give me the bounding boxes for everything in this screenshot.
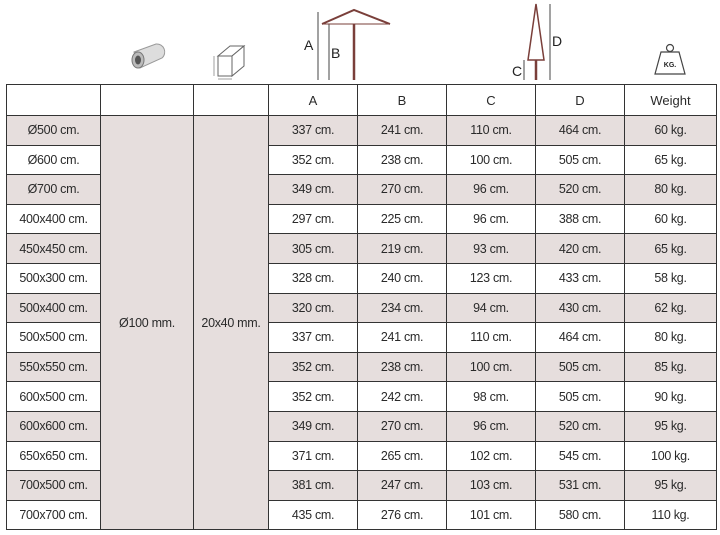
weight-cell: 58 kg. bbox=[625, 263, 717, 293]
size-cell: 500x400 cm. bbox=[7, 293, 101, 323]
size-cell: 500x300 cm. bbox=[7, 263, 101, 293]
dimension-d-cell: 545 cm. bbox=[536, 441, 625, 471]
weight-cell: 60 kg. bbox=[625, 204, 717, 234]
weight-cell: 80 kg. bbox=[625, 323, 717, 353]
header-cell-d: D bbox=[536, 85, 625, 116]
dimension-b-cell: 247 cm. bbox=[358, 471, 447, 501]
weight-cell: 60 kg. bbox=[625, 116, 717, 146]
dimension-a-cell: 337 cm. bbox=[269, 323, 358, 353]
dimension-d-cell: 430 cm. bbox=[536, 293, 625, 323]
dimension-a-cell: 349 cm. bbox=[269, 411, 358, 441]
dimension-c-cell: 96 cm. bbox=[447, 204, 536, 234]
size-cell: 450x450 cm. bbox=[7, 234, 101, 264]
weight-cell: 100 kg. bbox=[625, 441, 717, 471]
label-c: C bbox=[512, 63, 523, 79]
dimension-a-cell: 349 cm. bbox=[269, 175, 358, 205]
size-cell: Ø600 cm. bbox=[7, 145, 101, 175]
header-cell-b: B bbox=[358, 85, 447, 116]
dimension-c-cell: 98 cm. bbox=[447, 382, 536, 412]
dimension-c-cell: 100 cm. bbox=[447, 145, 536, 175]
header-cell-profile bbox=[194, 85, 269, 116]
size-cell: Ø700 cm. bbox=[7, 175, 101, 205]
dimension-a-cell: 352 cm. bbox=[269, 352, 358, 382]
dimension-b-cell: 265 cm. bbox=[358, 441, 447, 471]
dimension-b-cell: 276 cm. bbox=[358, 500, 447, 530]
dimension-b-cell: 242 cm. bbox=[358, 382, 447, 412]
header-cell-weight: Weight bbox=[625, 85, 717, 116]
weight-cell: 95 kg. bbox=[625, 471, 717, 501]
dimension-d-cell: 464 cm. bbox=[536, 116, 625, 146]
dimension-c-cell: 110 cm. bbox=[447, 323, 536, 353]
dimension-d-cell: 580 cm. bbox=[536, 500, 625, 530]
dimension-b-cell: 241 cm. bbox=[358, 323, 447, 353]
label-b: B bbox=[331, 45, 341, 61]
profile-size-cell: 20x40 mm. bbox=[194, 116, 269, 530]
size-cell: 700x700 cm. bbox=[7, 500, 101, 530]
dimension-c-cell: 103 cm. bbox=[447, 471, 536, 501]
dimension-c-cell: 102 cm. bbox=[447, 441, 536, 471]
dimension-c-cell: 93 cm. bbox=[447, 234, 536, 264]
size-cell: 550x550 cm. bbox=[7, 352, 101, 382]
weight-cell: 90 kg. bbox=[625, 382, 717, 412]
label-a: A bbox=[304, 37, 314, 53]
weight-icon-label: KG. bbox=[663, 62, 677, 69]
dimension-a-cell: 371 cm. bbox=[269, 441, 358, 471]
dimension-a-cell: 305 cm. bbox=[269, 234, 358, 264]
dimension-a-cell: 352 cm. bbox=[269, 382, 358, 412]
dimension-a-cell: 352 cm. bbox=[269, 145, 358, 175]
dimension-b-cell: 219 cm. bbox=[358, 234, 447, 264]
label-d: D bbox=[552, 33, 563, 49]
size-cell: 700x500 cm. bbox=[7, 471, 101, 501]
dimension-d-cell: 520 cm. bbox=[536, 411, 625, 441]
dimension-d-cell: 505 cm. bbox=[536, 352, 625, 382]
dimension-b-cell: 270 cm. bbox=[358, 411, 447, 441]
dimension-a-cell: 328 cm. bbox=[269, 263, 358, 293]
dimension-c-cell: 123 cm. bbox=[447, 263, 536, 293]
dimension-d-cell: 388 cm. bbox=[536, 204, 625, 234]
size-cell: Ø500 cm. bbox=[7, 116, 101, 146]
closed-umbrella-dimensions-cd-icon bbox=[508, 2, 568, 82]
pole-cross-section-icon bbox=[128, 42, 168, 78]
dimension-c-cell: 96 cm. bbox=[447, 411, 536, 441]
dimension-c-cell: 96 cm. bbox=[447, 175, 536, 205]
dimension-b-cell: 234 cm. bbox=[358, 293, 447, 323]
weight-cell: 62 kg. bbox=[625, 293, 717, 323]
weight-cell: 95 kg. bbox=[625, 411, 717, 441]
size-cell: 650x650 cm. bbox=[7, 441, 101, 471]
header-cell-c: C bbox=[447, 85, 536, 116]
dimension-a-cell: 435 cm. bbox=[269, 500, 358, 530]
dimension-b-cell: 240 cm. bbox=[358, 263, 447, 293]
size-cell: 400x400 cm. bbox=[7, 204, 101, 234]
dimension-a-cell: 320 cm. bbox=[269, 293, 358, 323]
specifications-table bbox=[6, 84, 717, 530]
weight-cell: 85 kg. bbox=[625, 352, 717, 382]
dimension-c-cell: 110 cm. bbox=[447, 116, 536, 146]
dimension-a-cell: 337 cm. bbox=[269, 116, 358, 146]
header-cell-size bbox=[7, 85, 101, 116]
dimension-d-cell: 464 cm. bbox=[536, 323, 625, 353]
dimension-d-cell: 505 cm. bbox=[536, 145, 625, 175]
dimension-c-cell: 101 cm. bbox=[447, 500, 536, 530]
dimension-d-cell: 505 cm. bbox=[536, 382, 625, 412]
dimension-b-cell: 238 cm. bbox=[358, 352, 447, 382]
weight-icon bbox=[652, 42, 688, 78]
dimension-b-cell: 241 cm. bbox=[358, 116, 447, 146]
dimension-a-cell: 297 cm. bbox=[269, 204, 358, 234]
weight-cell: 65 kg. bbox=[625, 145, 717, 175]
dimension-d-cell: 420 cm. bbox=[536, 234, 625, 264]
weight-cell: 110 kg. bbox=[625, 500, 717, 530]
header-row bbox=[7, 85, 717, 116]
weight-cell: 65 kg. bbox=[625, 234, 717, 264]
dimension-d-cell: 433 cm. bbox=[536, 263, 625, 293]
dimension-d-cell: 520 cm. bbox=[536, 175, 625, 205]
header-cell-pole bbox=[101, 85, 194, 116]
dimension-b-cell: 270 cm. bbox=[358, 175, 447, 205]
weight-cell: 80 kg. bbox=[625, 175, 717, 205]
table-row bbox=[7, 116, 717, 146]
dimension-a-cell: 381 cm. bbox=[269, 471, 358, 501]
rectangular-profile-icon bbox=[210, 42, 250, 80]
size-cell: 600x600 cm. bbox=[7, 411, 101, 441]
dimension-b-cell: 225 cm. bbox=[358, 204, 447, 234]
dimension-d-cell: 531 cm. bbox=[536, 471, 625, 501]
dimension-b-cell: 238 cm. bbox=[358, 145, 447, 175]
umbrella-dimensions-ab-icon bbox=[298, 4, 398, 82]
dimension-c-cell: 100 cm. bbox=[447, 352, 536, 382]
size-cell: 500x500 cm. bbox=[7, 323, 101, 353]
header-cell-a: A bbox=[269, 85, 358, 116]
icon-header-strip bbox=[0, 0, 720, 84]
size-cell: 600x500 cm. bbox=[7, 382, 101, 412]
dimension-c-cell: 94 cm. bbox=[447, 293, 536, 323]
pole-diameter-cell: Ø100 mm. bbox=[101, 116, 194, 530]
